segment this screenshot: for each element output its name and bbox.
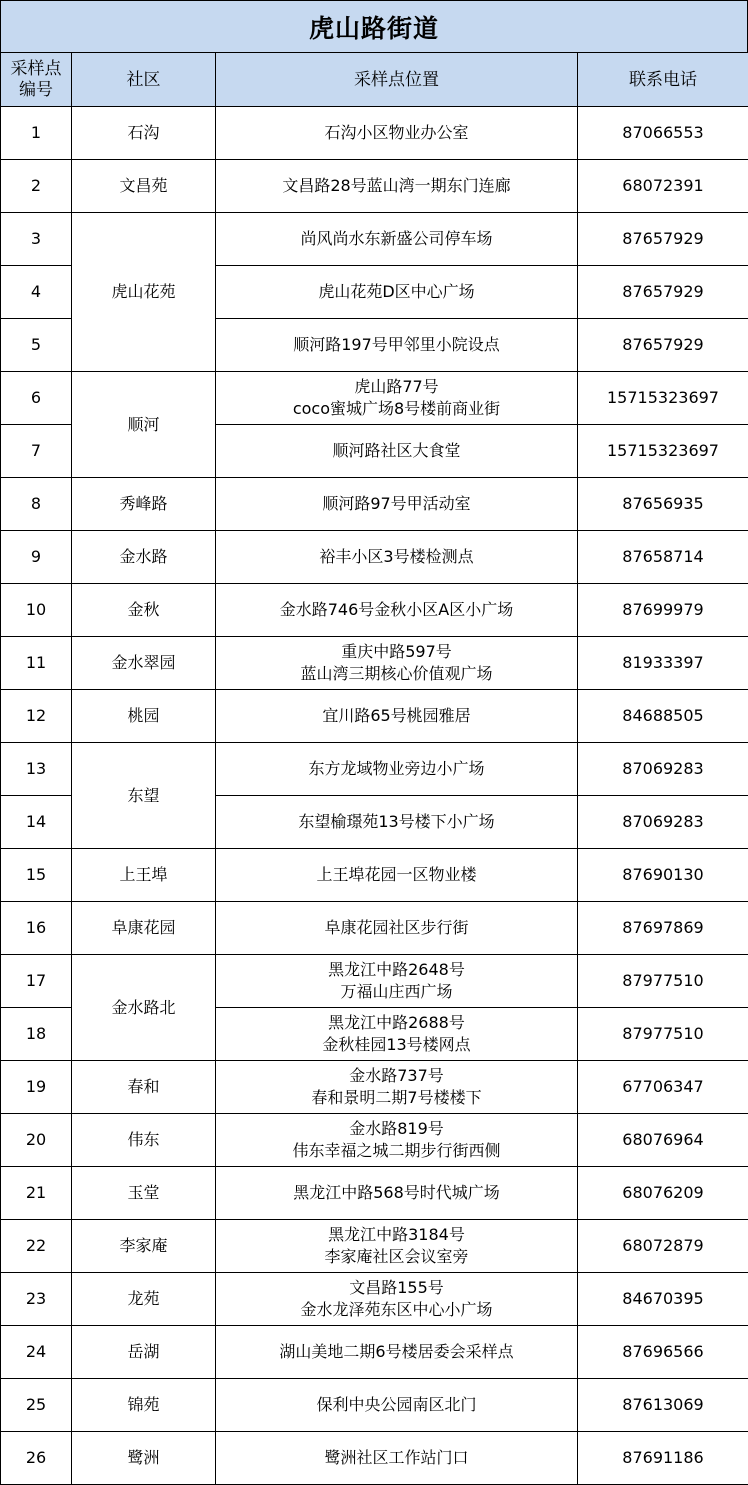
cell-id: 13: [1, 743, 72, 796]
cell-community: 伟东: [72, 1114, 216, 1167]
header-community: 社区: [72, 53, 216, 107]
cell-id: 15: [1, 849, 72, 902]
cell-phone: 87696566: [578, 1326, 748, 1379]
table-row: [1, 1273, 748, 1326]
cell-location: [216, 1008, 578, 1061]
cell-community: 秀峰路: [72, 478, 216, 531]
table-row: [1, 1432, 748, 1485]
cell-phone: 87699979: [578, 584, 748, 637]
cell-location: [216, 213, 578, 266]
cell-id: 25: [1, 1379, 72, 1432]
cell-phone: 87657929: [578, 213, 748, 266]
location-line-1: 金水路819号: [349, 1119, 444, 1138]
cell-id: 10: [1, 584, 72, 637]
cell-id: 22: [1, 1220, 72, 1273]
cell-phone: 15715323697: [578, 372, 748, 425]
cell-id: 2: [1, 160, 72, 213]
cell-phone: 87069283: [578, 743, 748, 796]
cell-phone: 68072391: [578, 160, 748, 213]
cell-phone: 15715323697: [578, 425, 748, 478]
location-line-1: 鹭洲社区工作站门口: [324, 1448, 469, 1467]
location-line-2: 蓝山湾三期核心价值观广场: [300, 664, 493, 683]
location-line-2: 金秋桂园13号楼网点: [322, 1035, 471, 1054]
cell-community: 龙苑: [72, 1273, 216, 1326]
cell-community: 阜康花园: [72, 902, 216, 955]
location-line-1: 黑龙江中路2648号: [328, 960, 465, 979]
cell-phone: 68072879: [578, 1220, 748, 1273]
table-row: [1, 955, 748, 1008]
location-line-1: 文昌路155号: [349, 1278, 444, 1297]
cell-id: 4: [1, 266, 72, 319]
table-row: [1, 160, 748, 213]
cell-location: [216, 425, 578, 478]
location-line-1: 虎山花苑D区中心广场: [318, 282, 475, 301]
sampling-points-table: [0, 52, 748, 1485]
cell-id: 11: [1, 637, 72, 690]
cell-phone: 87657929: [578, 319, 748, 372]
cell-community: 石沟: [72, 107, 216, 160]
cell-phone: 84688505: [578, 690, 748, 743]
cell-location: [216, 955, 578, 1008]
cell-id: 5: [1, 319, 72, 372]
location-line-1: 上王埠花园一区物业楼: [316, 865, 477, 884]
location-line-1: 顺河路社区大食堂: [332, 441, 461, 460]
cell-id: 26: [1, 1432, 72, 1485]
header-phone: 联系电话: [578, 53, 748, 107]
cell-phone: 68076964: [578, 1114, 748, 1167]
cell-location: [216, 849, 578, 902]
table-row: [1, 637, 748, 690]
cell-location: [216, 743, 578, 796]
cell-location: [216, 1114, 578, 1167]
table-row: [1, 902, 748, 955]
cell-phone: 87658714: [578, 531, 748, 584]
location-line-1: 黑龙江中路568号时代城广场: [293, 1183, 500, 1202]
cell-location: [216, 1432, 578, 1485]
table-row: [1, 107, 748, 160]
table-row: [1, 584, 748, 637]
table-row: [1, 1061, 748, 1114]
table-row: [1, 478, 748, 531]
cell-phone: 87657929: [578, 266, 748, 319]
cell-community: 虎山花苑: [72, 213, 216, 372]
cell-id: 21: [1, 1167, 72, 1220]
table-row: [1, 849, 748, 902]
cell-location: [216, 690, 578, 743]
table-row: [1, 531, 748, 584]
table-row: [1, 1167, 748, 1220]
table-row: [1, 372, 748, 425]
cell-phone: 87697869: [578, 902, 748, 955]
header-id-line2: 编号: [19, 79, 53, 100]
location-line-1: 虎山路77号: [354, 377, 439, 396]
cell-location: [216, 1061, 578, 1114]
location-line-1: 东方龙域物业旁边小广场: [308, 759, 485, 778]
cell-location: [216, 160, 578, 213]
location-line-1: 阜康花园社区步行街: [324, 918, 469, 937]
cell-phone: 87066553: [578, 107, 748, 160]
cell-phone: 87656935: [578, 478, 748, 531]
location-line-1: 黑龙江中路3184号: [328, 1225, 465, 1244]
table-row: [1, 690, 748, 743]
table-row: [1, 1114, 748, 1167]
location-line-1: 保利中央公园南区北门: [316, 1395, 477, 1414]
cell-phone: 68076209: [578, 1167, 748, 1220]
cell-id: 3: [1, 213, 72, 266]
cell-phone: 87977510: [578, 955, 748, 1008]
cell-location: [216, 1273, 578, 1326]
cell-location: [216, 1379, 578, 1432]
cell-community: 上王埠: [72, 849, 216, 902]
header-id-line1: 采样点: [10, 58, 62, 79]
location-line-2: 李家庵社区会议室旁: [324, 1247, 469, 1266]
location-line-1: 金水路746号金秋小区A区小广场: [279, 600, 514, 619]
cell-id: 18: [1, 1008, 72, 1061]
cell-location: [216, 266, 578, 319]
cell-community: 玉堂: [72, 1167, 216, 1220]
cell-community: 金水翠园: [72, 637, 216, 690]
location-line-1: 文昌路28号蓝山湾一期东门连廊: [282, 176, 511, 195]
cell-community: 文昌苑: [72, 160, 216, 213]
location-line-1: 东望榆璟苑13号楼下小广场: [298, 812, 495, 831]
cell-id: 24: [1, 1326, 72, 1379]
cell-id: 14: [1, 796, 72, 849]
cell-phone: 87691186: [578, 1432, 748, 1485]
cell-id: 7: [1, 425, 72, 478]
cell-location: [216, 1326, 578, 1379]
cell-location: [216, 1167, 578, 1220]
location-line-2: 金水龙泽苑东区中心小广场: [300, 1300, 493, 1319]
cell-location: [216, 637, 578, 690]
cell-phone: 84670395: [578, 1273, 748, 1326]
location-line-2: 万福山庄西广场: [340, 982, 453, 1001]
cell-location: [216, 902, 578, 955]
header-id: [1, 53, 72, 107]
cell-community: 春和: [72, 1061, 216, 1114]
location-line-1: 顺河路197号甲邻里小院设点: [293, 335, 500, 354]
cell-phone: 87690130: [578, 849, 748, 902]
cell-id: 19: [1, 1061, 72, 1114]
table-row: [1, 743, 748, 796]
location-line-1: 金水路737号: [349, 1066, 444, 1085]
table-row: [1, 1326, 748, 1379]
cell-community: 岳湖: [72, 1326, 216, 1379]
cell-location: [216, 584, 578, 637]
cell-location: [216, 796, 578, 849]
table-row: [1, 213, 748, 266]
cell-id: 20: [1, 1114, 72, 1167]
location-line-1: 裕丰小区3号楼检测点: [319, 547, 474, 566]
cell-location: [216, 478, 578, 531]
cell-community: 金水路北: [72, 955, 216, 1061]
table-header-row: [1, 53, 748, 107]
location-line-1: 石沟小区物业办公室: [324, 123, 469, 142]
cell-community: 锦苑: [72, 1379, 216, 1432]
cell-phone: 87613069: [578, 1379, 748, 1432]
cell-community: 金水路: [72, 531, 216, 584]
cell-community: 鹭洲: [72, 1432, 216, 1485]
cell-community: 李家庵: [72, 1220, 216, 1273]
cell-community: 东望: [72, 743, 216, 849]
location-line-1: 湖山美地二期6号楼居委会采样点: [279, 1342, 514, 1361]
cell-phone: 67706347: [578, 1061, 748, 1114]
cell-id: 12: [1, 690, 72, 743]
location-line-1: 重庆中路597号: [341, 642, 452, 661]
table-title: 虎山路街道: [0, 0, 748, 52]
header-location: 采样点位置: [216, 53, 578, 107]
cell-id: 23: [1, 1273, 72, 1326]
cell-id: 1: [1, 107, 72, 160]
cell-phone: 87069283: [578, 796, 748, 849]
cell-id: 9: [1, 531, 72, 584]
location-line-2: 春和景明二期7号楼楼下: [311, 1088, 482, 1107]
location-line-2: coco蜜城广场8号楼前商业街: [292, 399, 501, 418]
cell-id: 16: [1, 902, 72, 955]
cell-location: [216, 107, 578, 160]
table-row: [1, 1220, 748, 1273]
cell-community: 桃园: [72, 690, 216, 743]
location-line-1: 尚风尚水东新盛公司停车场: [300, 229, 493, 248]
cell-location: [216, 372, 578, 425]
table-row: [1, 1379, 748, 1432]
location-line-1: 宜川路65号桃园雅居: [322, 706, 471, 725]
location-line-1: 黑龙江中路2688号: [328, 1013, 465, 1032]
cell-phone: 87977510: [578, 1008, 748, 1061]
cell-phone: 81933397: [578, 637, 748, 690]
cell-community: 顺河: [72, 372, 216, 478]
location-line-1: 顺河路97号甲活动室: [322, 494, 471, 513]
cell-location: [216, 319, 578, 372]
cell-id: 17: [1, 955, 72, 1008]
cell-location: [216, 1220, 578, 1273]
location-line-2: 伟东幸福之城二期步行街西侧: [292, 1141, 501, 1160]
cell-id: 8: [1, 478, 72, 531]
cell-community: 金秋: [72, 584, 216, 637]
cell-id: 6: [1, 372, 72, 425]
cell-location: [216, 531, 578, 584]
